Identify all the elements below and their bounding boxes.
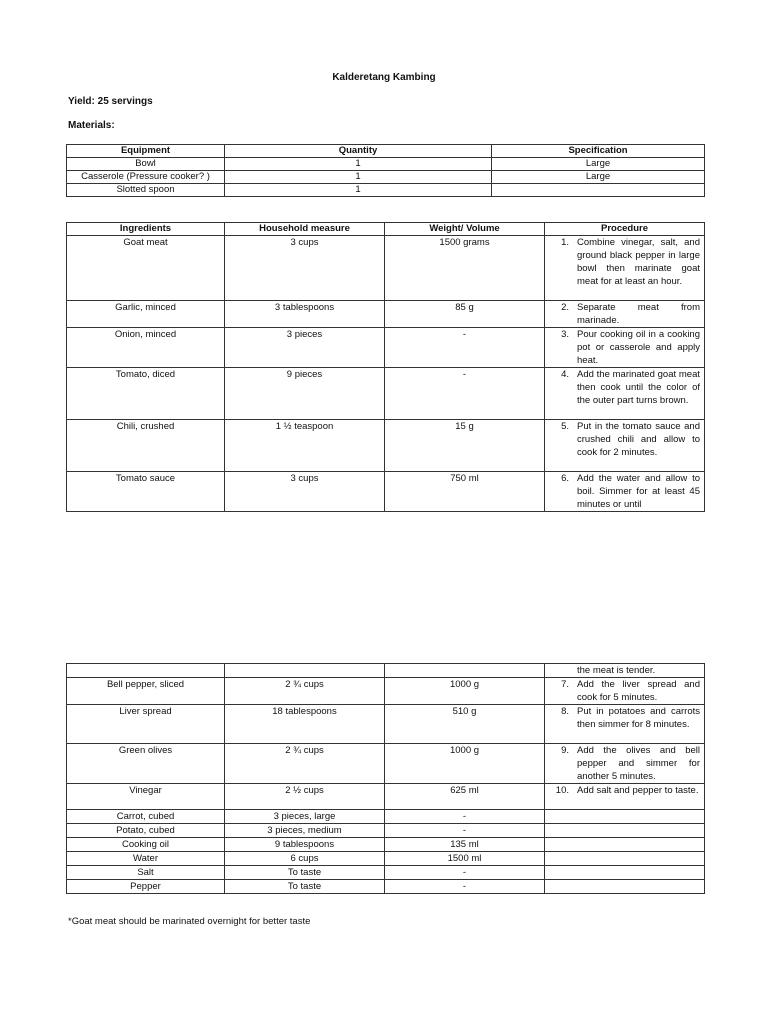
ingredient-name: Vinegar bbox=[67, 784, 225, 810]
step-number: 1. bbox=[561, 237, 569, 248]
step-number: 5. bbox=[561, 421, 569, 432]
table-row bbox=[67, 784, 705, 810]
step-number: 3. bbox=[561, 329, 569, 340]
ingredient-weight: - bbox=[385, 368, 545, 420]
table-row bbox=[67, 171, 705, 184]
ingredient-weight: - bbox=[385, 824, 545, 838]
procedure-step bbox=[545, 784, 705, 810]
step-number: 10. bbox=[555, 785, 569, 796]
equipment-table bbox=[66, 144, 705, 197]
materials-label: Materials: bbox=[68, 120, 115, 131]
header-household-measure: Household measure bbox=[225, 223, 385, 236]
table-row bbox=[67, 866, 705, 880]
step-number: 6. bbox=[561, 473, 569, 484]
ingredient-measure: To taste bbox=[225, 866, 385, 880]
ingredient-name: Potato, cubed bbox=[67, 824, 225, 838]
table-row bbox=[67, 880, 705, 894]
equipment-spec: Large bbox=[492, 171, 705, 184]
ingredient-name: Onion, minced bbox=[67, 328, 225, 368]
step-text: Add the marinated goat meat then cook until the color of the outer part turns brown. bbox=[577, 369, 700, 406]
ingredient-measure: 9 pieces bbox=[225, 368, 385, 420]
procedure-step bbox=[545, 472, 705, 512]
procedure-empty bbox=[545, 866, 705, 880]
ingredient-name: Tomato sauce bbox=[67, 472, 225, 512]
ingredient-weight: 625 ml bbox=[385, 784, 545, 810]
ingredient-name: Bell pepper, sliced bbox=[67, 678, 225, 705]
procedure-step bbox=[545, 368, 705, 420]
table-row bbox=[67, 328, 705, 368]
ingredient-name: Liver spread bbox=[67, 705, 225, 744]
header-quantity: Quantity bbox=[225, 145, 492, 158]
empty-cell bbox=[385, 664, 545, 678]
ingredient-name: Garlic, minced bbox=[67, 301, 225, 328]
step-number: 4. bbox=[561, 369, 569, 380]
ingredient-weight: - bbox=[385, 880, 545, 894]
table-row bbox=[67, 301, 705, 328]
table-row bbox=[67, 420, 705, 472]
ingredient-measure: 1 ½ teaspoon bbox=[225, 420, 385, 472]
header-weight-volume: Weight/ Volume bbox=[385, 223, 545, 236]
footnote: *Goat meat should be marinated overnight for better taste bbox=[68, 916, 311, 927]
ingredient-name: Pepper bbox=[67, 880, 225, 894]
header-ingredients: Ingredients bbox=[67, 223, 225, 236]
step-text: Separate meat from marinade. bbox=[577, 302, 700, 326]
table-row bbox=[67, 852, 705, 866]
procedure-empty bbox=[545, 824, 705, 838]
header-procedure: Procedure bbox=[545, 223, 705, 236]
equipment-quantity: 1 bbox=[225, 158, 492, 171]
procedure-continuation bbox=[545, 664, 705, 678]
ingredient-measure: 2 ¾ cups bbox=[225, 744, 385, 784]
equipment-name: Casserole (Pressure cooker? ) bbox=[67, 171, 225, 184]
ingredient-name: Goat meat bbox=[67, 236, 225, 301]
procedure-empty bbox=[545, 880, 705, 894]
step-text: Add the liver spread and cook for 5 minutes. bbox=[577, 679, 700, 703]
empty-cell bbox=[67, 664, 225, 678]
table-row bbox=[67, 472, 705, 512]
step-text: Put in the tomato sauce and crushed chili and allow to cook for 2 minutes. bbox=[577, 421, 700, 458]
ingredient-weight: - bbox=[385, 810, 545, 824]
ingredient-weight: 85 g bbox=[385, 301, 545, 328]
ingredient-weight: 1000 g bbox=[385, 678, 545, 705]
step-number: 2. bbox=[561, 302, 569, 313]
ingredient-name: Water bbox=[67, 852, 225, 866]
step-number: 7. bbox=[561, 679, 569, 690]
procedure-step bbox=[545, 705, 705, 744]
equipment-quantity: 1 bbox=[225, 171, 492, 184]
ingredient-measure: 18 tablespoons bbox=[225, 705, 385, 744]
ingredient-measure: 3 pieces bbox=[225, 328, 385, 368]
recipe-title: Kalderetang Kambing bbox=[332, 72, 436, 83]
procedure-step bbox=[545, 420, 705, 472]
table-header-row bbox=[67, 223, 705, 236]
table-row bbox=[67, 184, 705, 197]
ingredient-measure: 9 tablespoons bbox=[225, 838, 385, 852]
table-row bbox=[67, 678, 705, 705]
ingredient-weight: 1500 ml bbox=[385, 852, 545, 866]
step-number: 8. bbox=[561, 706, 569, 717]
table-row bbox=[67, 236, 705, 301]
step-number: 9. bbox=[561, 745, 569, 756]
ingredient-weight: 750 ml bbox=[385, 472, 545, 512]
ingredient-weight: 1500 grams bbox=[385, 236, 545, 301]
ingredient-name: Tomato, diced bbox=[67, 368, 225, 420]
ingredient-weight: - bbox=[385, 328, 545, 368]
ingredient-name: Salt bbox=[67, 866, 225, 880]
header-equipment: Equipment bbox=[67, 145, 225, 158]
equipment-spec: Large bbox=[492, 158, 705, 171]
ingredient-name: Green olives bbox=[67, 744, 225, 784]
step-text: Put in potatoes and carrots then simmer for 8 minutes. bbox=[577, 706, 700, 730]
ingredient-measure: 3 tablespoons bbox=[225, 301, 385, 328]
equipment-name: Bowl bbox=[67, 158, 225, 171]
step-text: Pour cooking oil in a cooking pot or casserole and apply heat. bbox=[577, 329, 700, 366]
table-row bbox=[67, 368, 705, 420]
procedure-empty bbox=[545, 852, 705, 866]
empty-cell bbox=[225, 664, 385, 678]
ingredients-table-page1 bbox=[66, 222, 705, 512]
equipment-quantity: 1 bbox=[225, 184, 492, 197]
procedure-step bbox=[545, 236, 705, 301]
table-row bbox=[67, 824, 705, 838]
ingredient-weight: 510 g bbox=[385, 705, 545, 744]
header-specification: Specification bbox=[492, 145, 705, 158]
step-text: Combine vinegar, salt, and ground black pepper in large bowl then marinate goat meat for at least an hour. bbox=[577, 237, 700, 287]
procedure-empty bbox=[545, 810, 705, 824]
table-header-row bbox=[67, 145, 705, 158]
ingredient-measure: 3 cups bbox=[225, 472, 385, 512]
ingredient-measure: 2 ¾ cups bbox=[225, 678, 385, 705]
ingredient-measure: To taste bbox=[225, 880, 385, 894]
procedure-empty bbox=[545, 838, 705, 852]
table-row bbox=[67, 810, 705, 824]
ingredient-measure: 3 pieces, medium bbox=[225, 824, 385, 838]
step-text: Add salt and pepper to taste. bbox=[577, 785, 699, 796]
table-row bbox=[67, 705, 705, 744]
ingredient-name: Chili, crushed bbox=[67, 420, 225, 472]
procedure-step bbox=[545, 744, 705, 784]
ingredient-measure: 3 cups bbox=[225, 236, 385, 301]
equipment-spec bbox=[492, 184, 705, 197]
ingredient-name: Carrot, cubed bbox=[67, 810, 225, 824]
procedure-step bbox=[545, 678, 705, 705]
ingredient-weight: 1000 g bbox=[385, 744, 545, 784]
ingredient-measure: 3 pieces, large bbox=[225, 810, 385, 824]
ingredients-table-page2 bbox=[66, 663, 705, 894]
step-text: Add the water and allow to boil. Simmer for at least 45 minutes or until bbox=[577, 473, 700, 510]
ingredient-measure: 6 cups bbox=[225, 852, 385, 866]
ingredient-weight: - bbox=[385, 866, 545, 880]
procedure-step bbox=[545, 328, 705, 368]
table-row bbox=[67, 838, 705, 852]
ingredient-weight: 135 ml bbox=[385, 838, 545, 852]
ingredient-weight: 15 g bbox=[385, 420, 545, 472]
step-text: Add the olives and bell pepper and simmer for another 5 minutes. bbox=[577, 745, 700, 782]
yield-label: Yield: 25 servings bbox=[68, 96, 153, 107]
ingredient-measure: 2 ½ cups bbox=[225, 784, 385, 810]
table-row bbox=[67, 664, 705, 678]
procedure-step bbox=[545, 301, 705, 328]
table-row bbox=[67, 158, 705, 171]
step-text: the meat is tender. bbox=[577, 665, 656, 676]
table-row bbox=[67, 744, 705, 784]
ingredient-name: Cooking oil bbox=[67, 838, 225, 852]
equipment-name: Slotted spoon bbox=[67, 184, 225, 197]
